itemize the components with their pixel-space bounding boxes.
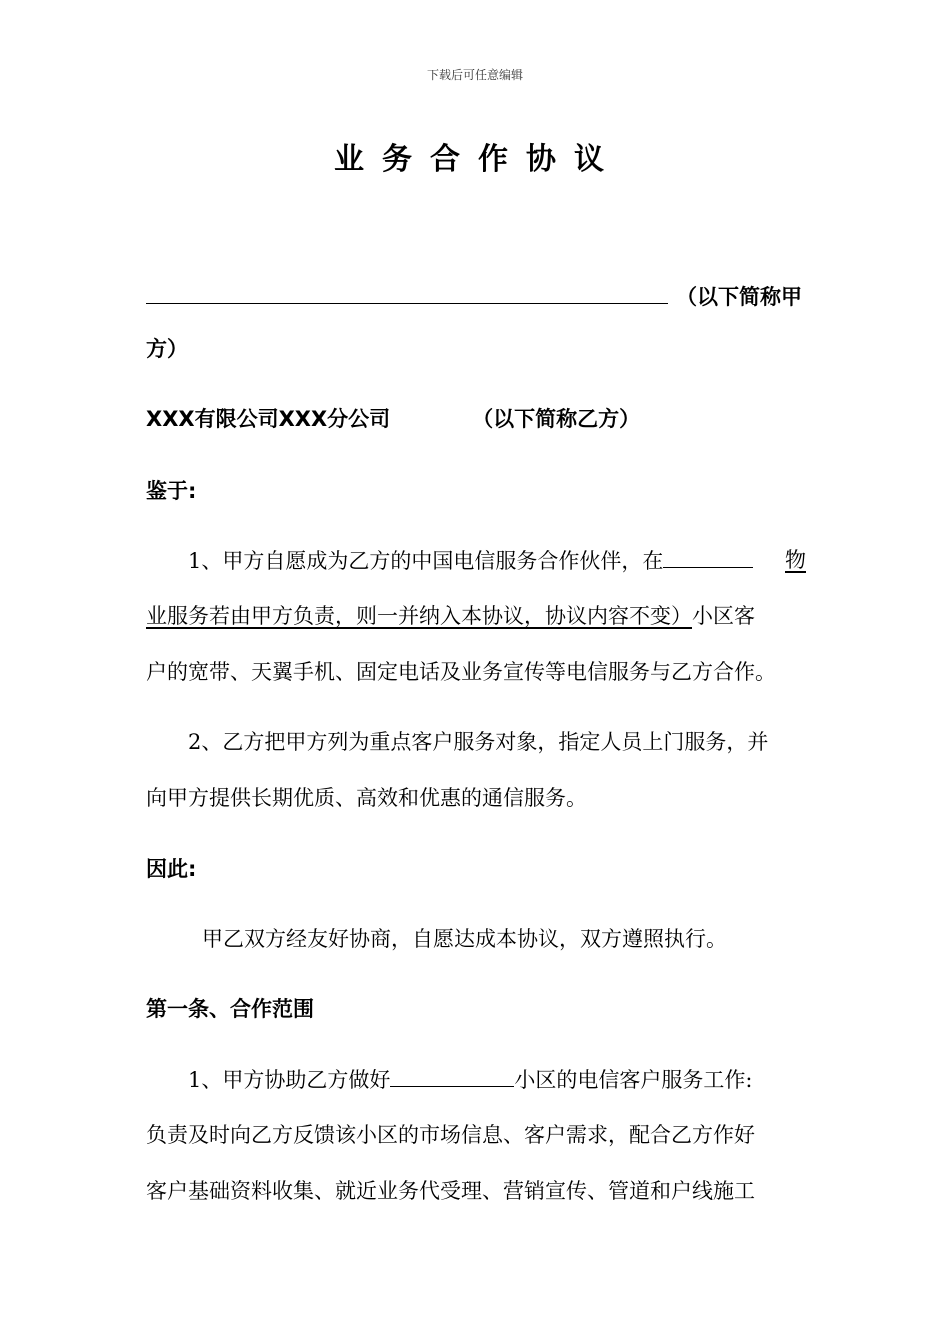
header-note: 下载后可任意编辑 [426,68,523,82]
whereas-heading: 鉴于: [146,479,197,503]
article1-heading: 第一条、合作范围 [146,997,314,1021]
article1-l1-end: 小区的电信客户服务工作: [514,1068,753,1092]
whereas-p1-underlined: 业服务若由甲方负责，则一并纳入本协议，协议内容不变） [146,604,692,628]
document-title: 业务合作协议 [334,142,622,177]
therefore-text: 甲乙双方经友好协商，自愿达成本协议，双方遵照执行。 [202,927,727,951]
whereas-p1-end: 物 [785,548,806,572]
article1-line1 [188,1064,752,1095]
whereas-p1-line1 [146,545,806,576]
party-a-line [146,281,802,312]
article1-line2: 负责及时向乙方反馈该小区的市场信息、客户需求，配合乙方作好 [146,1123,755,1147]
whereas-p2-line1: 2、乙方把甲方列为重点客户服务对象，指定人员上门服务，并 [188,730,769,754]
whereas-p2-line2: 向甲方提供长期优质、高效和优惠的通信服务。 [146,786,587,810]
community-name-blank[interactable] [390,1064,514,1087]
article1-line3: 客户基础资料收集、就近业务代受理、营销宣传、管道和户线施工 [146,1179,755,1203]
party-b-line [146,404,640,434]
whereas-p1-line2 [146,601,755,631]
article1-l1-start: 1、甲方协助乙方做好 [188,1068,391,1092]
party-a-name-blank[interactable] [146,281,668,304]
whereas-p1-text: 1、甲方自愿成为乙方的中国电信服务合作伙伴，在 [188,549,664,573]
whereas-p1-line3: 户的宽带、天翼手机、固定电话及业务宣传等电信服务与乙方合作。 [146,660,776,684]
party-a-suffix: （以下简称甲 [676,285,802,309]
therefore-heading: 因此: [146,857,197,881]
party-b-suffix: （以下简称乙方） [472,407,641,431]
property-name-blank[interactable] [663,545,753,568]
party-b-name: XXX有限公司XXX分公司 [146,407,391,431]
whereas-p1-rest: 小区客 [692,604,755,628]
party-a-suffix-cont: 方） [146,337,188,361]
